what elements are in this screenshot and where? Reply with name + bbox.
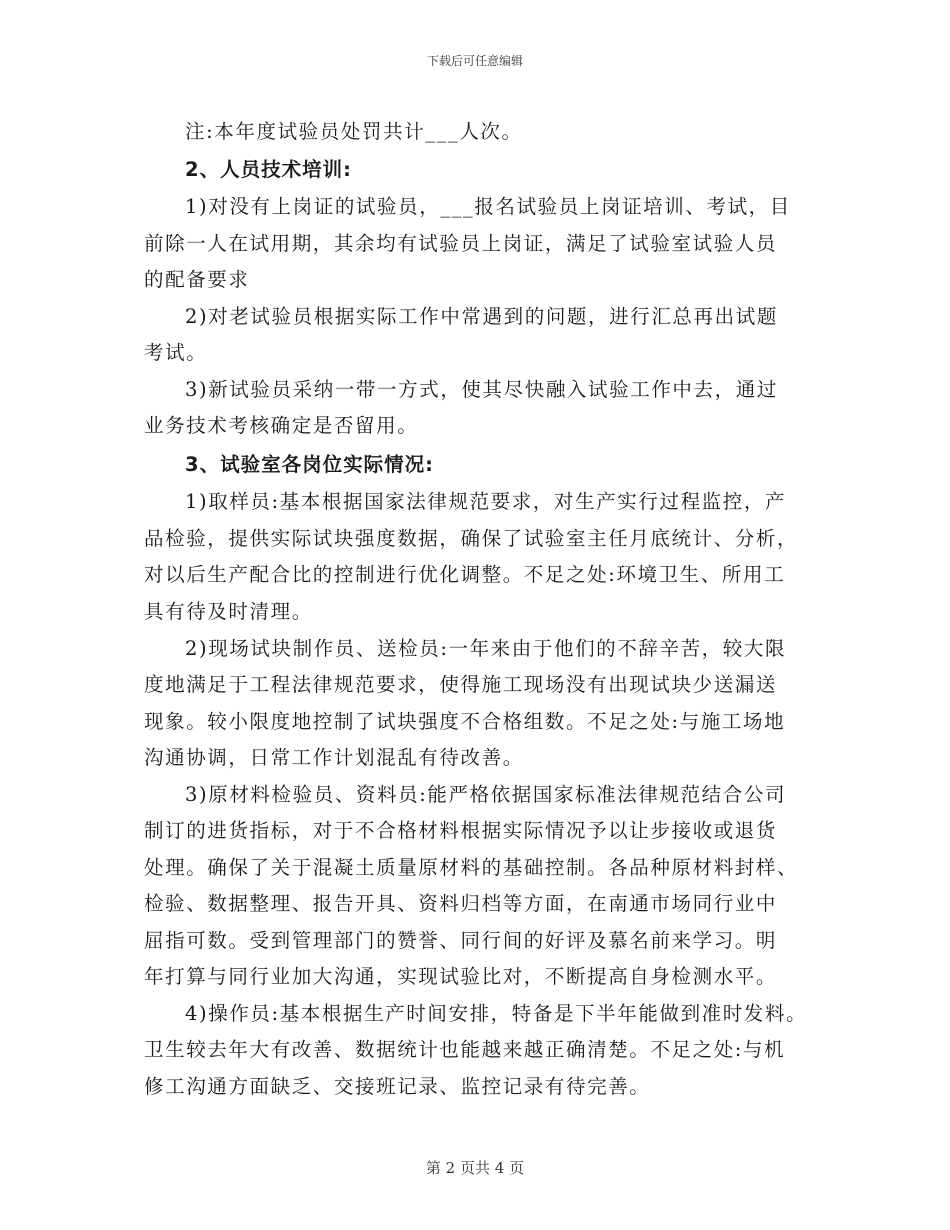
body-line: 修工沟通方面缺乏、交接班记录、监控记录有待完善。 xyxy=(144,1075,651,1098)
body-line: 屈指可数。受到管理部门的赞誉、同行间的好评及慕名前来学习。明 xyxy=(144,929,778,952)
body-line: 现象。较小限度地控制了试块强度不合格组数。不足之处:与施工场地 xyxy=(144,710,786,733)
body-line: 卫生较去年大有改善、数据统计也能越来越正确清楚。不足之处:与机 xyxy=(144,1038,786,1061)
body-line: 3)原材料检验员、资料员:能严格依据国家标准法律规范结合公司 xyxy=(185,783,787,806)
body-line: 3)新试验员采纳一带一方式，使其尽快融入试验工作中去，通过 xyxy=(185,378,778,401)
body-line: 度地满足于工程法律规范要求，使得施工现场没有出现试块少送漏送 xyxy=(144,673,778,696)
section-heading: 3、试验室各岗位实际情况: xyxy=(185,453,434,476)
body-line: 制订的进货指标，对于不合格材料根据实际情况予以让步接收或退货 xyxy=(144,819,778,842)
body-line: 检验、数据整理、报告开具、资料归档等方面，在南通市场同行业中 xyxy=(144,892,778,915)
page-header: 下载后可任意编辑 xyxy=(426,54,523,68)
body-line: 具有待及时清理。 xyxy=(144,600,313,623)
body-line: 品检验，提供实际试块强度数据，确保了试验室主任月底统计、分析， xyxy=(144,527,799,550)
body-line: 对以后生产配合比的控制进行优化调整。不足之处:环境卫生、所用工 xyxy=(144,563,786,586)
section-heading: 2、人员技术培训: xyxy=(185,158,352,181)
body-line: 前除一人在试用期，其余均有试验员上岗证，满足了试验室试验人员 xyxy=(144,232,778,255)
body-line: 沟通协调，日常工作计划混乱有待改善。 xyxy=(144,746,524,769)
body-line: 年打算与同行业加大沟通，实现试验比对，不断提高自身检测水平。 xyxy=(144,965,778,988)
page-number: 第 2 页共 4 页 xyxy=(425,1159,525,1177)
body-line: 处理。确保了关于混凝土质量原材料的基础控制。各品种原材料封样、 xyxy=(144,856,799,879)
body-line: 1)对没有上岗证的试验员，___报名试验员上岗证培训、考试，目 xyxy=(185,195,791,218)
body-line: 2)对老试验员根据实际工作中常遇到的问题，进行汇总再出试题 xyxy=(185,305,778,328)
body-line: 考试。 xyxy=(144,341,208,364)
body-line: 1)取样员:基本根据国家法律规范要求，对生产实行过程监控，产 xyxy=(185,490,787,513)
body-line: 2)现场试块制作员、送检员:一年来由于他们的不辞辛苦，较大限 xyxy=(185,637,787,660)
body-line: 4)操作员:基本根据生产时间安排，特备是下半年能做到准时发料。 xyxy=(185,1002,808,1025)
body-line: 业务技术考核确定是否留用。 xyxy=(144,414,419,437)
body-line: 的配备要求 xyxy=(144,268,250,291)
body-line: 注:本年度试验员处罚共计___人次。 xyxy=(185,120,523,143)
